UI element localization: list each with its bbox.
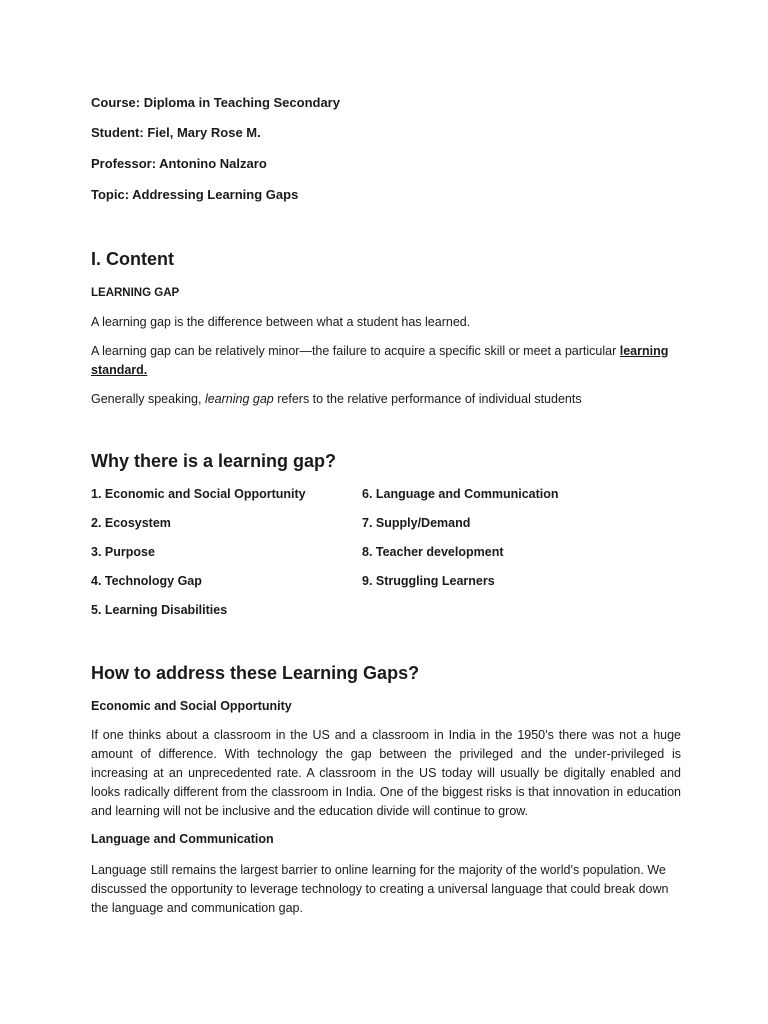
- reason-item: 3. Purpose: [91, 545, 155, 559]
- why-heading: Why there is a learning gap?: [91, 451, 337, 471]
- language-text-line-3: the language and communication gap.: [91, 901, 303, 915]
- content-heading: I. Content: [91, 249, 174, 269]
- language-text-line-1: Language still remains the largest barrier to online learning for the majority of the world’s population. We: [91, 863, 666, 877]
- reason-item: 2. Ecosystem: [91, 516, 171, 530]
- reason-item: 4. Technology Gap: [91, 574, 202, 588]
- economic-section-label: Economic and Social Opportunity: [91, 699, 292, 713]
- language-section-text: [91, 861, 681, 918]
- definition-2-text: A learning gap can be relatively minor—the failure to acquire a specific skill or meet a particular: [91, 344, 620, 358]
- definition-paragraph-2: [91, 342, 681, 380]
- language-text-line-2: discussed the opportunity to leverage technology to creating a universal language that could break down: [91, 882, 669, 896]
- how-heading: How to address these Learning Gaps?: [91, 663, 420, 683]
- reason-item: 6. Language and Communication: [362, 487, 559, 501]
- topic-line: Topic: Addressing Learning Gaps: [91, 187, 299, 202]
- reason-item: 7. Supply/Demand: [362, 516, 471, 530]
- definition-3-emphasis: learning gap: [204, 392, 274, 406]
- definition-3-pre: Generally speaking,: [91, 392, 205, 406]
- definition-3-post: refers to the relative performance of individual students: [273, 392, 582, 406]
- learning-gap-label: LEARNING GAP: [91, 287, 180, 299]
- economic-section-text: If one thinks about a classroom in the US and a classroom in India in the 1950’s there was not a huge amount of difference. With technology the gap between the privileged and the under-privileged is increasing at an unprecedented rate. A classroom in the US today will usually be digitally enabled and looks radically different from the classroom in India. One of the biggest risks is that innovation in education and learning will not be inclusive and the education divide will continue to grow.: [91, 728, 681, 818]
- reason-item: 9. Struggling Learners: [362, 574, 495, 588]
- language-section-label: Language and Communication: [91, 832, 274, 846]
- learning-standard-link-continued[interactable]: standard.: [91, 363, 148, 377]
- reason-item: 1. Economic and Social Opportunity: [91, 487, 306, 501]
- reason-item: 5. Learning Disabilities: [91, 603, 228, 617]
- course-line: Course: Diploma in Teaching Secondary: [91, 95, 340, 110]
- learning-standard-link[interactable]: learning: [619, 344, 669, 358]
- professor-line: Professor: Antonino Nalzaro: [91, 156, 267, 171]
- definition-paragraph-1: A learning gap is the difference between what a student has learned.: [91, 315, 471, 329]
- reason-item: 8. Teacher development: [362, 545, 504, 559]
- student-line: Student: Fiel, Mary Rose M.: [91, 125, 261, 140]
- definition-paragraph-3: [91, 390, 681, 409]
